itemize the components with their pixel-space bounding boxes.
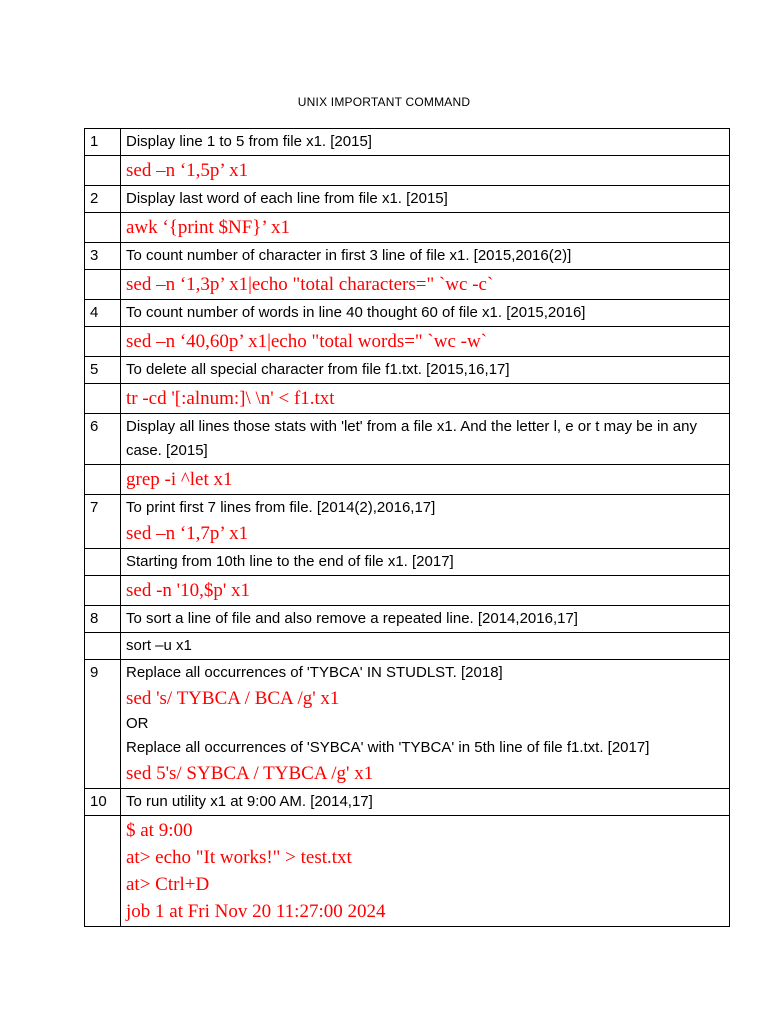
document-title: UNIX IMPORTANT COMMAND bbox=[297, 95, 471, 109]
answer-cell: sed –n ‘1,3p’ x1|echo "total characters=" `wc -c` bbox=[121, 270, 730, 300]
row-number: 5 bbox=[85, 357, 121, 384]
answer-line: at> Ctrl+D bbox=[126, 874, 210, 895]
row-number-empty bbox=[85, 384, 121, 414]
row-number-empty bbox=[85, 816, 121, 927]
answer-line: at> echo "It works!" > test.txt bbox=[126, 847, 352, 868]
or-label: OR bbox=[126, 715, 149, 732]
row-number: 10 bbox=[85, 789, 121, 816]
row-number: 1 bbox=[85, 129, 121, 156]
answer-cell: awk ‘{print $NF}’ x1 bbox=[121, 213, 730, 243]
table-row bbox=[85, 243, 730, 270]
answer-cell: sed –n ‘40,60p’ x1|echo "total words=" `wc -w` bbox=[121, 327, 730, 357]
question-text: To print first 7 lines from file. [2014(2),2016,17] bbox=[126, 499, 436, 516]
table-row bbox=[85, 129, 730, 156]
table-row bbox=[85, 549, 730, 576]
alt-answer-text: sed 5's/ SYBCA / TYBCA /g' x1 bbox=[126, 763, 374, 784]
row-number: 7 bbox=[85, 495, 121, 549]
question-text: Replace all occurrences of 'TYBCA' IN STUDLST. [2018] bbox=[126, 664, 503, 681]
answer-line: job 1 at Fri Nov 20 11:27:00 2024 bbox=[126, 901, 386, 922]
question-cell: To run utility x1 at 9:00 AM. [2014,17] bbox=[121, 789, 730, 816]
question-answer-cell bbox=[121, 660, 730, 789]
row-number-empty bbox=[85, 549, 121, 576]
table-row bbox=[85, 270, 730, 300]
sub-question-cell: Starting from 10th line to the end of file x1. [2017] bbox=[121, 549, 730, 576]
table-row bbox=[85, 816, 730, 927]
row-number-empty bbox=[85, 576, 121, 606]
row-number-empty bbox=[85, 327, 121, 357]
table-row bbox=[85, 414, 730, 465]
answer-block-cell bbox=[121, 816, 730, 927]
answer-text: sed –n ‘1,7p’ x1 bbox=[126, 523, 249, 544]
row-number: 9 bbox=[85, 660, 121, 789]
row-number: 4 bbox=[85, 300, 121, 327]
alt-question-text: Replace all occurrences of 'SYBCA' with 'TYBCA' in 5th line of file f1.txt. [2017] bbox=[126, 739, 650, 756]
row-number: 3 bbox=[85, 243, 121, 270]
answer-cell: sed –n ‘1,5p’ x1 bbox=[121, 156, 730, 186]
table-row bbox=[85, 327, 730, 357]
question-cell: To sort a line of file and also remove a repeated line. [2014,2016,17] bbox=[121, 606, 730, 633]
table-row bbox=[85, 606, 730, 633]
answer-text: sed 's/ TYBCA / BCA /g' x1 bbox=[126, 688, 340, 709]
question-cell: Display last word of each line from file x1. [2015] bbox=[121, 186, 730, 213]
question-cell: To count number of words in line 40 thought 60 of file x1. [2015,2016] bbox=[121, 300, 730, 327]
row-number-empty bbox=[85, 633, 121, 660]
row-number: 8 bbox=[85, 606, 121, 633]
table-row bbox=[85, 213, 730, 243]
table-row bbox=[85, 186, 730, 213]
table-row bbox=[85, 465, 730, 495]
sub-answer-cell: sed -n '10,$p' x1 bbox=[121, 576, 730, 606]
table-row bbox=[85, 300, 730, 327]
question-cell: Display all lines those stats with 'let' from a file x1. And the letter l, e or t may be in any case. [2015] bbox=[121, 414, 730, 465]
row-number-empty bbox=[85, 465, 121, 495]
table-row bbox=[85, 660, 730, 789]
row-number-empty bbox=[85, 270, 121, 300]
row-number: 2 bbox=[85, 186, 121, 213]
answer-cell: tr -cd '[:alnum:]\ \n' < f1.txt bbox=[121, 384, 730, 414]
table-row bbox=[85, 633, 730, 660]
question-cell: Display line 1 to 5 from file x1. [2015] bbox=[121, 129, 730, 156]
table-row bbox=[85, 789, 730, 816]
table-row bbox=[85, 576, 730, 606]
command-table bbox=[84, 128, 730, 927]
table-row bbox=[85, 156, 730, 186]
question-answer-cell bbox=[121, 495, 730, 549]
row-number: 6 bbox=[85, 414, 121, 465]
question-cell: To delete all special character from file f1.txt. [2015,16,17] bbox=[121, 357, 730, 384]
table-row bbox=[85, 384, 730, 414]
row-number-empty bbox=[85, 156, 121, 186]
row-number-empty bbox=[85, 213, 121, 243]
answer-cell: sort –u x1 bbox=[121, 633, 730, 660]
table-row bbox=[85, 495, 730, 549]
answer-cell: grep -i ^let x1 bbox=[121, 465, 730, 495]
table-row bbox=[85, 357, 730, 384]
question-cell: To count number of character in first 3 line of file x1. [2015,2016(2)] bbox=[121, 243, 730, 270]
answer-line: $ at 9:00 bbox=[126, 820, 193, 841]
